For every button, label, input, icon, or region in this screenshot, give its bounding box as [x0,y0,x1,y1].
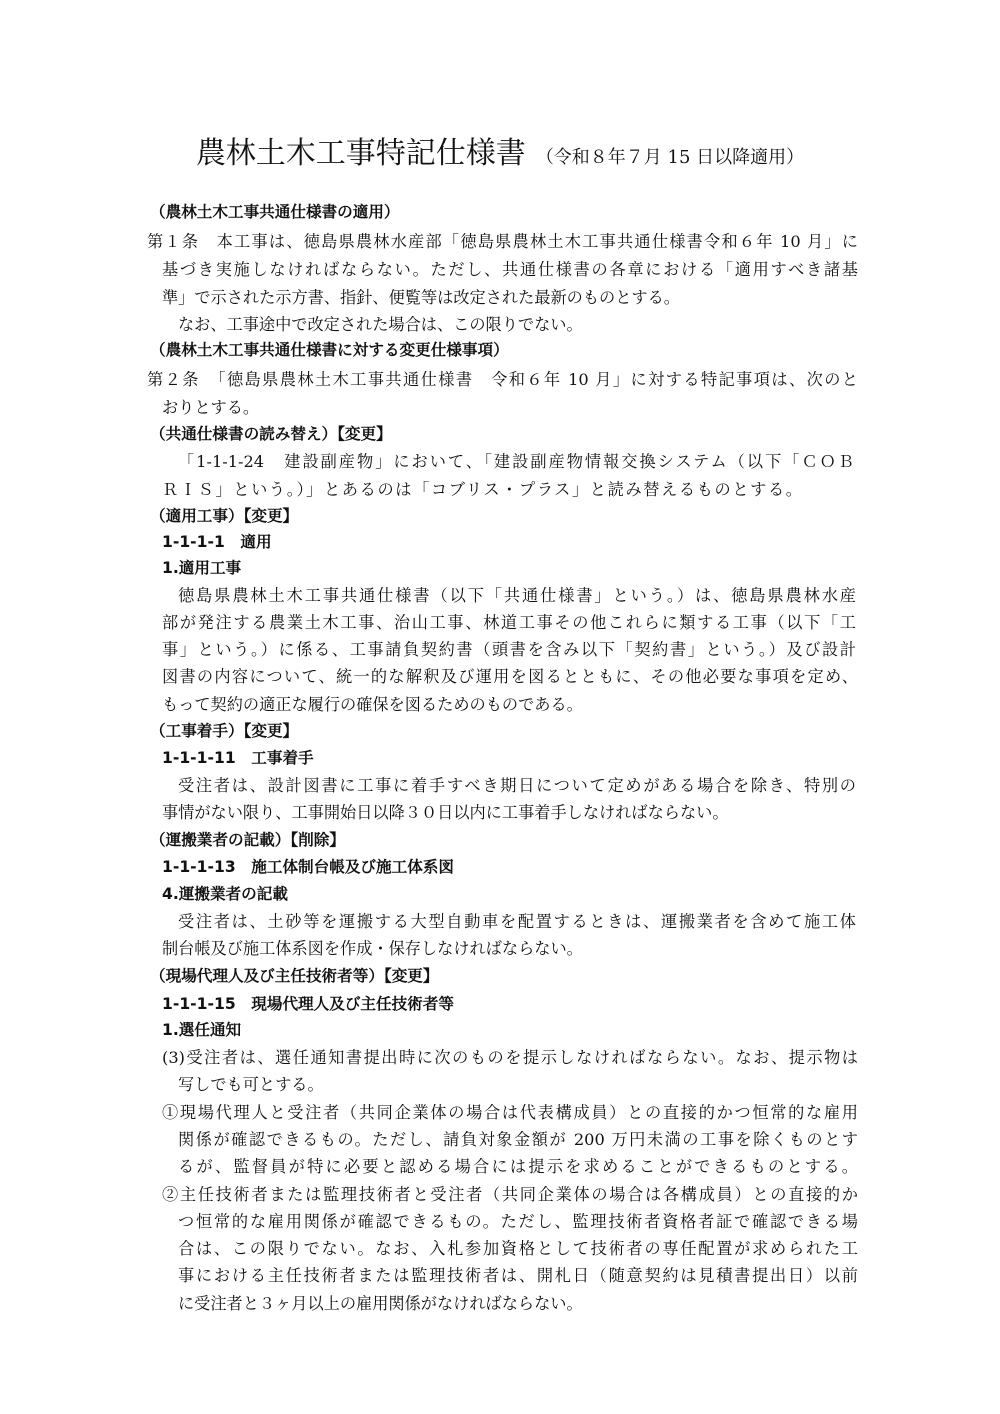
text-line: (3)受注者は、選任通知書提出時に次のものを提示しなければならない。なお、提示物は [162,1048,858,1067]
text-line: 図書の内容について、統一的な解釈及び運用を図るとともに、その他必要な事項を定め、 [162,667,858,686]
text-line: 関係が確認できるもの。ただし、請負対象金額が 200 万円未満の工事を除くものとす [178,1130,858,1149]
text-line: 「1-1-1-24 建設副産物」において、「建設副産物情報交換システム（以下「ＣＯＢ [178,452,854,471]
text-line: つ恒常的な雇用関係が確認できるもの。ただし、監理技術者資格者証で確認できる場 [178,1212,858,1231]
text-line: 事における主任技術者または監理技術者は、開札日（随意契約は見積書提出日）以前 [178,1266,858,1285]
text-line: 準」で示された示方書、指針、便覧等は改定された最新のものとする。 [162,288,680,307]
section-heading: 1-1-1-1 適用 [162,533,272,551]
text-line: なお、工事途中で改定された場合は、この限りでない。 [178,315,583,334]
text-line: 第１条 本工事は、徳島県農林水産部「徳島県農林土木工事共通仕様書令和６年 10 月」に [147,232,858,251]
text-line: おりとする。 [162,398,260,417]
text-line: ②主任技術者または監理技術者と受注者（共同企業体の場合は各構成員）との直接的か [162,1185,858,1204]
text-line: 制台帳及び施工体系図を作成・保存しなければならない。 [162,939,583,958]
text-line: 基づき実施しなければならない。ただし、共通仕様書の各章における「適用すべき諸基 [162,260,858,279]
text-line: 受注者は、設計図書に工事に着手すべき期日について定めがある場合を除き、特別の [178,776,856,795]
text-line: 部が発注する農業土木工事、治山工事、林道工事その他これらに類する工事（以下「工 [162,613,856,632]
section-heading: （現場代理人及び主任技術者等）【変更】 [150,967,439,985]
title-main: 農林土木工事特記仕様書 [195,136,526,171]
section-heading: 1.選任通知 [162,1021,242,1039]
section-heading: 4.運搬業者の記載 [162,885,288,903]
section-heading: （共通仕様書の読み替え）【変更】 [150,425,392,443]
text-line: 合は、この限りでない。なお、入札参加資格として技術者の専任配置が求められた工 [178,1239,858,1258]
section-heading: （農林土木工事共通仕様書に対する変更仕様事項） [150,341,509,359]
title-subtitle: （令和８年７月 15 日以降適用） [535,147,805,168]
section-heading: （農林土木工事共通仕様書の適用） [150,203,400,221]
document-title [0,128,1000,172]
section-heading: 1-1-1-15 現場代理人及び主任技術者等 [162,995,454,1013]
text-line: るが、監督員が特に必要と認める場合には提示を求めることができるものとする。 [178,1157,858,1176]
text-line: 事情がない限り、工事開始日以降３０日以内に工事着手しなければならない。 [162,803,729,822]
text-line: もって契約の適正な履行の確保を図るためのものである。 [162,695,583,714]
section-heading: （運搬業者の記載）【削除】 [150,831,345,849]
section-heading: 1-1-1-13 施工体制台帳及び施工体系図 [162,858,454,876]
text-line: 事」という。）に係る、工事請負契約書（頭書を含み以下「契約書」という。）及び設計 [162,640,856,659]
text-line: 受注者は、土砂等を運搬する大型自動車を配置するときは、運搬業者を含めて施工体 [178,912,856,931]
section-heading: （適用工事）【変更】 [150,507,299,525]
text-line: ＲＩＳ」という。）」とあるのは「コブリス・プラス」と読み替えるものとする。 [162,480,802,499]
text-line: 徳島県農林土木工事共通仕様書（以下「共通仕様書」という。）は、徳島県農林水産 [178,586,856,605]
text-line: に受注者と３ヶ月以上の雇用関係がなければならない。 [178,1294,583,1313]
text-line: ①現場代理人と受注者（共同企業体の場合は代表構成員）との直接的かつ恒常的な雇用 [162,1103,858,1122]
text-line: 写しでも可とする。 [178,1075,324,1094]
text-line: 第２条 「徳島県農林土木工事共通仕様書 令和６年 10 月」に対する特記事項は、次のと [147,370,858,389]
section-heading: 1-1-1-11 工事着手 [162,749,314,767]
section-heading: 1.適用工事 [162,559,242,577]
section-heading: （工事着手）【変更】 [150,722,299,740]
